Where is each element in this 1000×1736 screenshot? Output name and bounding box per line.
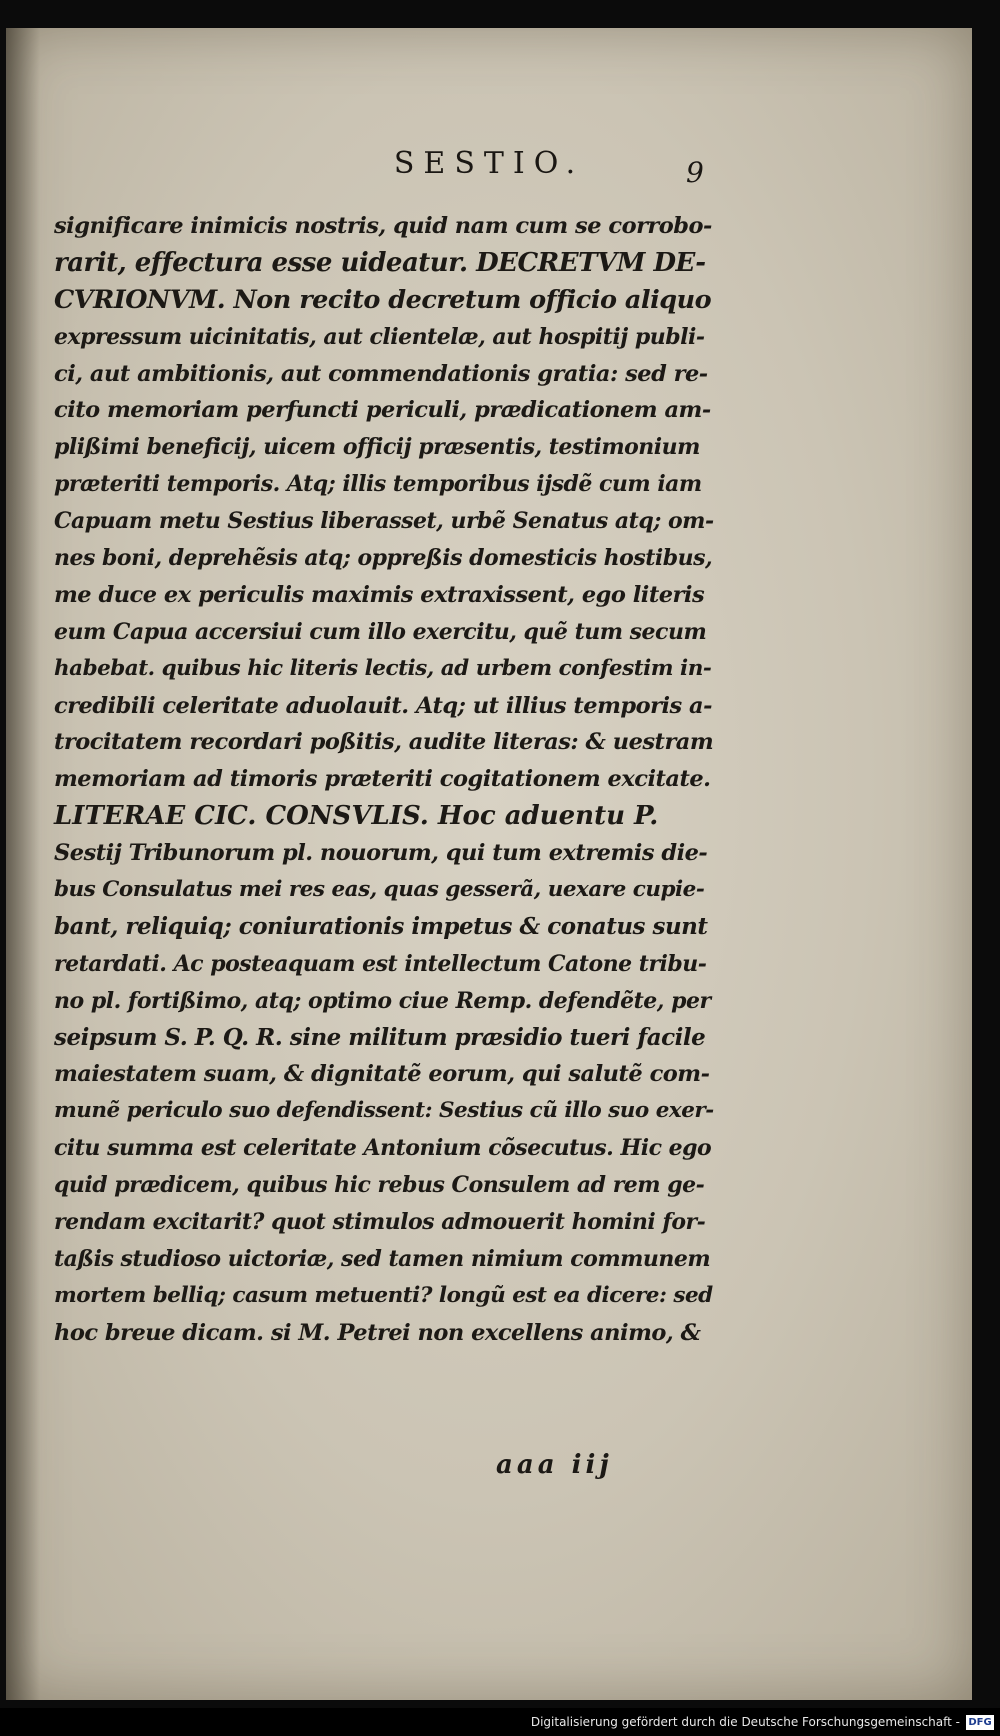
body-text (54, 208, 714, 1352)
text-line: munẽ periculo suo defendissent: Sestius cũ illo suo exer- (54, 1098, 714, 1124)
dfg-logo: DFG (966, 1715, 994, 1730)
text-line: significare inimicis nostris, quid nam cum se corrobo- (54, 213, 712, 239)
text-line: memoriam ad timoris præteriti cogitationem excitate. (54, 766, 711, 793)
text-line: habebat. quibus hic literis lectis, ad urbem confestim in- (54, 655, 712, 681)
text-line: citu summa est celeritate Antonium cõsecutus. Hic ego (54, 1135, 712, 1162)
text-line: taßis studioso uictoriæ, sed tamen nimium communem (54, 1245, 711, 1272)
text-line: credibili celeritate aduolauit. Atq; ut illius temporis a- (54, 692, 712, 719)
text-line: plißimi beneficij, uicem officij præsentis, testimonium (54, 434, 700, 461)
text-line: ci, aut ambitionis, aut commendationis gratia: sed re- (54, 360, 708, 387)
book-page (6, 28, 972, 1700)
text-line: quid prædicem, quibus hic rebus Consulem ad rem ge- (54, 1172, 705, 1199)
text-line: nes boni, deprehẽsis atq; oppreßis domesticis hostibus, (54, 545, 713, 572)
text-line: expressum uicinitatis, aut clientelæ, aut hospitij publi- (54, 323, 705, 350)
text-line: rarit, effectura esse uideatur. DECRETVM DE- (54, 247, 706, 278)
text-line: me duce ex periculis maximis extraxissent, ego literis (54, 581, 705, 608)
text-line: LITERAE CIC. CONSVLIS. Hoc aduentu P. (54, 801, 659, 832)
text-line: trocitatem recordari poßitis, audite literas: & uestram (54, 729, 714, 756)
text-line: seipsum S. P. Q. R. sine militum præsidio tueri facile (54, 1023, 706, 1051)
text-line: CVRIONVM. Non recito decretum officio aliquo (54, 284, 712, 315)
running-head: SESTIO. (393, 146, 585, 181)
text-line: no pl. fortißimo, atq; optimo ciue Remp. defendẽte, per (54, 987, 711, 1014)
text-line: bus Consulatus mei res eas, quas gesserã, uexare cupie- (54, 877, 705, 903)
text-line: hoc breue dicam. si M. Petrei non excellens animo, & (54, 1319, 701, 1346)
text-line: retardati. Ac posteaquam est intellectum Catone tribu- (54, 950, 707, 977)
text-line: bant, reliquiq; coniurationis impetus & conatus sunt (54, 912, 708, 940)
signature-mark: aaa iij (496, 1450, 613, 1480)
funding-credit: Digitalisierung gefördert durch die Deutsche Forschungsgemeinschaft - (530, 1715, 960, 1729)
footer-bar (0, 1708, 1000, 1736)
text-line: Capuam metu Sestius liberasset, urbẽ Senatus atq; om- (54, 508, 714, 535)
text-line: rendam excitarit? quot stimulos admouerit homini for- (54, 1209, 706, 1236)
text-line: cito memoriam perfuncti periculi, prædicationem am- (54, 397, 711, 424)
text-line: maiestatem suam, & dignitatẽ eorum, qui salutẽ com- (54, 1061, 710, 1088)
text-line: præteriti temporis. Atq; illis temporibus ijsdẽ cum iam (54, 471, 702, 498)
page-number: 9 (686, 156, 704, 189)
text-line: Sestij Tribunorum pl. nouorum, qui tum extremis die- (54, 840, 708, 867)
text-line: mortem belliq; casum metuenti? longũ est ea dicere: sed (54, 1282, 713, 1308)
text-line: eum Capua accersiui cum illo exercitu, quẽ tum secum (54, 618, 707, 645)
